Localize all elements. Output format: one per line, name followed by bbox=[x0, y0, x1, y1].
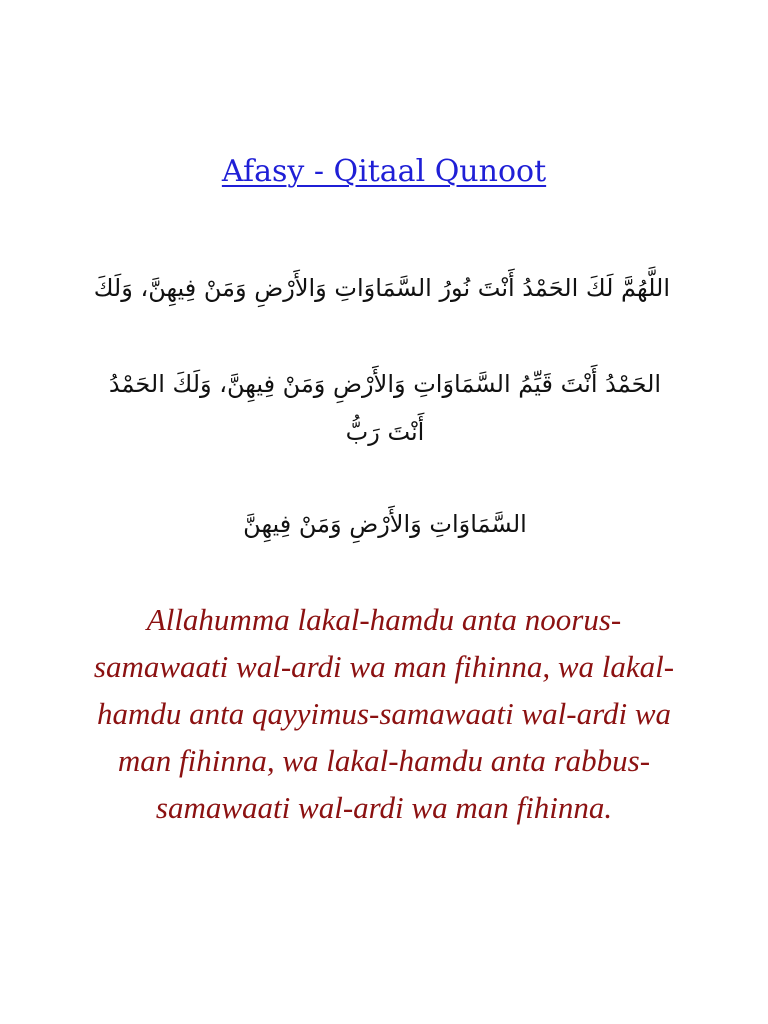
arabic-line-3: السَّمَاوَاتِ وَالأَرْضِ وَمَنْ فِيهِنَّ bbox=[243, 510, 527, 538]
transliteration-paragraph: Allahumma lakal-hamdu anta noorus-samawaati wal-ardi wa man fihinna, wa lakal-hamdu anta qayyimus-samawaati wal-ardi wa man fihinna, wa lakal-hamdu anta rabbus-samawaati wal-ardi wa man fihinna. bbox=[93, 602, 675, 825]
arabic-line-1: اللَّهُمَّ لَكَ الحَمْدُ أَنْتَ نُورُ السَّمَاوَاتِ وَالأَرْضِ وَمَنْ فِيهِنَّ، وَلَكَ bbox=[93, 274, 670, 302]
page-title bbox=[0, 150, 768, 194]
title-link[interactable]: Afasy - Qitaal Qunoot bbox=[221, 154, 547, 189]
arabic-line-2: الحَمْدُ أَنْتَ قَيِّمُ السَّمَاوَاتِ وَالأَرْضِ وَمَنْ فِيهِنَّ، وَلَكَ الحَمْدُ أَنْتَ رَبُّ bbox=[108, 370, 662, 446]
